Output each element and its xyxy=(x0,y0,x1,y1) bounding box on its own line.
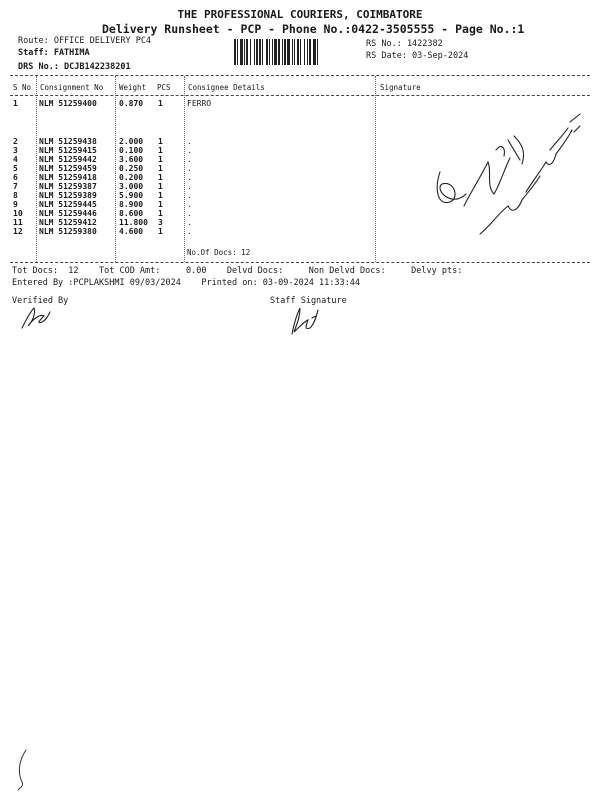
cell-consignment-no: NLM 51259446 xyxy=(39,209,97,218)
cell-consignment-no: NLM 51259418 xyxy=(39,173,97,182)
cell-pcs: 1 xyxy=(158,173,163,182)
cell-consignee-details: . xyxy=(187,173,192,182)
cell-consignment-no: NLM 51259389 xyxy=(39,191,97,200)
cell-consignee-details: FERRO xyxy=(187,99,212,108)
cell-sno: 1 xyxy=(13,99,18,108)
cell-weight: 11.800 xyxy=(119,218,148,227)
cell-consignment-no: NLM 51259459 xyxy=(39,164,97,173)
cell-consignment-no: NLM 51259415 xyxy=(39,146,97,155)
no-of-docs: No.Of Docs: 12 xyxy=(187,248,251,257)
verifier-initials xyxy=(18,302,58,332)
barcode-bar xyxy=(318,39,320,65)
cell-sno: 2 xyxy=(13,137,18,146)
staff-label: Staff: FATHIMA xyxy=(18,48,90,58)
cell-sno: 12 xyxy=(13,227,23,236)
cell-consignment-no: NLM 51259438 xyxy=(39,137,97,146)
verified-by-label: Verified By xyxy=(12,296,69,306)
barcode xyxy=(234,39,360,65)
cell-consignee-details: . xyxy=(187,200,192,209)
cell-pcs: 1 xyxy=(158,200,163,209)
cell-consignee-details: . xyxy=(187,137,192,146)
cell-sno: 11 xyxy=(13,218,23,227)
cell-sno: 3 xyxy=(13,146,18,155)
table-bottom-rule xyxy=(10,262,590,263)
cell-consignment-no: NLM 51259445 xyxy=(39,200,97,209)
cell-pcs: 1 xyxy=(158,209,163,218)
table-header-rule xyxy=(10,95,590,96)
staff-signature-mark xyxy=(286,302,326,338)
col-header-consignment: Consignment No xyxy=(40,83,104,92)
col-header-signature: Signature xyxy=(380,83,421,92)
entered-by-line: Entered By :PCPLAKSHMI 09/03/2024 Printed on: 03-09-2024 11:33:44 xyxy=(12,278,360,288)
cell-weight: 8.900 xyxy=(119,200,144,209)
company-name: THE PROFESSIONAL COURIERS, COIMBATORE xyxy=(177,8,423,21)
cell-consignee-details: . xyxy=(187,209,192,218)
cell-weight: 5.900 xyxy=(119,191,144,200)
totals-line: Tot Docs: 12 Tot COD Amt: 0.00 Delvd Docs: Non Delvd Docs: Delvy pts: xyxy=(12,266,463,276)
col-header-weight: Weight xyxy=(119,83,147,92)
table-row xyxy=(0,99,600,109)
cell-consignee-details: . xyxy=(187,218,192,227)
staff-signature-label: Staff Signature xyxy=(270,296,347,306)
cell-weight: 4.600 xyxy=(119,227,144,236)
drs-number: DRS No.: DCJB142238201 xyxy=(18,62,131,72)
route-label: Route: OFFICE DELIVERY PC4 xyxy=(18,36,152,46)
cell-consignee-details: . xyxy=(187,155,192,164)
cell-sno: 10 xyxy=(13,209,23,218)
recipient-signature xyxy=(430,110,600,250)
margin-mark xyxy=(14,748,34,792)
cell-weight: 0.200 xyxy=(119,173,144,182)
col-header-pcs: PCS xyxy=(157,83,171,92)
cell-pcs: 3 xyxy=(158,218,163,227)
col-header-consignee: Consignee Details xyxy=(188,83,265,92)
cell-pcs: 1 xyxy=(158,164,163,173)
cell-weight: 3.600 xyxy=(119,155,144,164)
col-header-sno: S No xyxy=(13,83,32,92)
cell-weight: 0.250 xyxy=(119,164,144,173)
cell-weight: 2.000 xyxy=(119,137,144,146)
cell-consignment-no: NLM 51259400 xyxy=(39,99,97,108)
cell-pcs: 1 xyxy=(158,146,163,155)
cell-weight: 8.600 xyxy=(119,209,144,218)
rs-date: RS Date: 03-Sep-2024 xyxy=(366,51,469,61)
cell-consignment-no: NLM 51259387 xyxy=(39,182,97,191)
cell-consignee-details: . xyxy=(187,227,192,236)
cell-weight: 3.000 xyxy=(119,182,144,191)
table-top-rule xyxy=(10,75,590,76)
cell-pcs: 1 xyxy=(158,99,163,108)
cell-consignee-details: . xyxy=(187,182,192,191)
cell-pcs: 1 xyxy=(158,155,163,164)
cell-pcs: 1 xyxy=(158,191,163,200)
cell-sno: 6 xyxy=(13,173,18,182)
cell-pcs: 1 xyxy=(158,137,163,146)
cell-sno: 4 xyxy=(13,155,18,164)
cell-sno: 7 xyxy=(13,182,18,191)
cell-consignment-no: NLM 51259412 xyxy=(39,218,97,227)
cell-consignee-details: . xyxy=(187,164,192,173)
cell-weight: 0.100 xyxy=(119,146,144,155)
cell-sno: 5 xyxy=(13,164,18,173)
cell-pcs: 1 xyxy=(158,227,163,236)
rs-number: RS No.: 1422382 xyxy=(366,39,443,49)
cell-pcs: 1 xyxy=(158,182,163,191)
cell-consignment-no: NLM 51259380 xyxy=(39,227,97,236)
cell-consignment-no: NLM 51259442 xyxy=(39,155,97,164)
runsheet-title: Delivery Runsheet - PCP - Phone No.:0422-3505555 - Page No.:1 xyxy=(102,22,525,36)
cell-sno: 8 xyxy=(13,191,18,200)
cell-consignee-details: . xyxy=(187,146,192,155)
cell-consignee-details: . xyxy=(187,191,192,200)
cell-weight: 0.870 xyxy=(119,99,144,108)
cell-sno: 9 xyxy=(13,200,18,209)
